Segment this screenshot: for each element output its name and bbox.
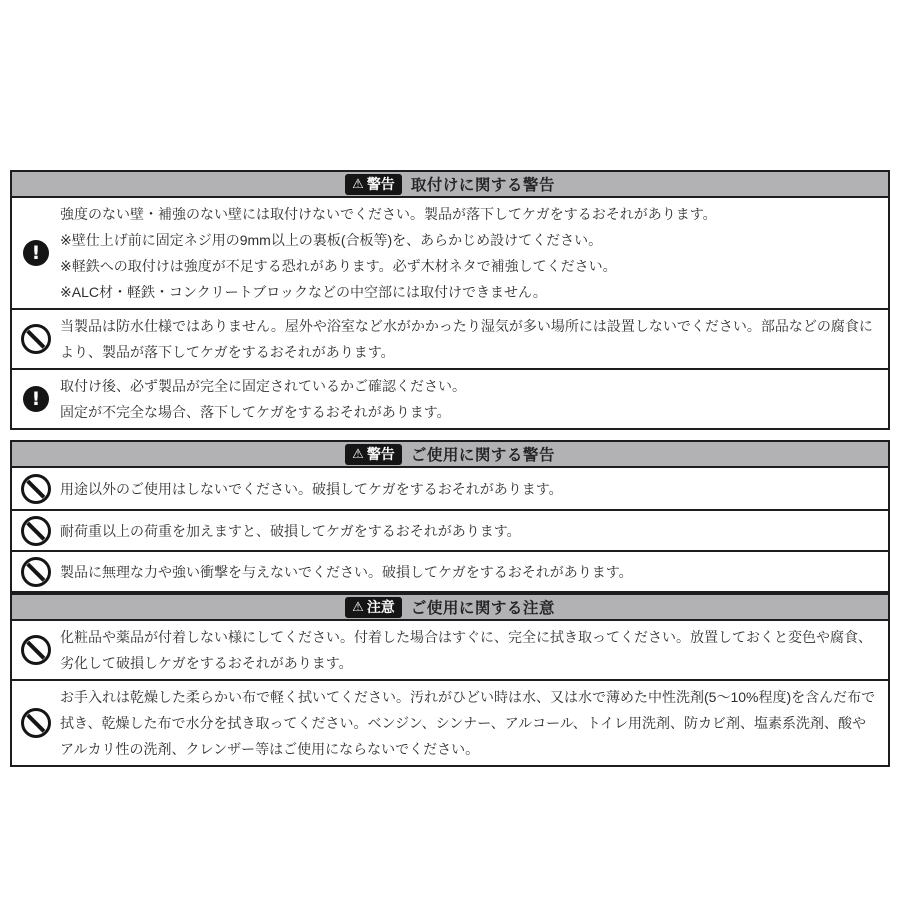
prohibition-icon <box>21 516 51 546</box>
warning-row <box>12 468 888 509</box>
caution-row <box>12 679 888 765</box>
caution-text <box>60 623 888 677</box>
section-title: ご使用に関する注意 <box>410 600 555 617</box>
icon-cell <box>12 474 60 504</box>
mandatory-icon: ! <box>23 240 49 266</box>
caution-line: お手入れは乾燥した柔らかい布で軽く拭いてください。汚れがひどい時は水、又は水で薄めた中性洗剤(5～10%程度)を含んだ布で拭き、乾燥した布で水分を拭き取ってください。ベンジン、シンナー、アルコール、トイレ用洗剤、防カビ剤、塩素系洗剤、酸やアルカリ性の洗剤、クレンザー等はご使用にならないでください。 <box>60 689 876 757</box>
badge-label: 警告 <box>366 446 395 462</box>
warning-document <box>10 170 890 767</box>
icon-cell <box>12 516 60 546</box>
warning-line: 取付け後、必ず製品が完全に固定されているかご確認ください。 <box>60 378 466 394</box>
icon-cell <box>12 708 60 738</box>
warning-line: 製品に無理な力や強い衝撃を与えないでください。破損してケガをするおそれがあります。 <box>60 563 633 580</box>
warning-badge <box>345 444 402 465</box>
section-title: ご使用に関する警告 <box>410 447 555 464</box>
caution-text <box>60 683 888 763</box>
warning-line: 当製品は防水仕様ではありません。屋外や浴室など水がかかったり湿気が多い場所には設置しないでください。部品などの腐食により、製品が落下してケガをするおそれがあります。 <box>60 318 873 360</box>
warning-table-usage <box>10 440 890 593</box>
warning-text <box>60 200 888 306</box>
warning-row <box>12 368 888 428</box>
icon-cell <box>12 240 60 266</box>
icon-cell <box>12 386 60 412</box>
caution-table-usage <box>10 593 890 767</box>
section-header <box>12 442 888 468</box>
warning-triangle-icon: ⚠ <box>352 598 364 614</box>
caution-badge <box>345 597 402 618</box>
warning-line: ※軽鉄への取付けは強度が不足する恐れがあります。必ず木材ネタで補強してください。 <box>60 258 617 274</box>
icon-cell <box>12 324 60 354</box>
warning-table-installation <box>10 170 890 430</box>
section-title: 取付けに関する警告 <box>410 177 555 194</box>
warning-line: 用途以外のご使用はしないでください。破損してケガをするおそれがあります。 <box>60 480 563 497</box>
icon-cell <box>12 557 60 587</box>
warning-line: ※ALC材・軽鉄・コンクリートブロックなどの中空部には取付けできません。 <box>60 284 547 300</box>
warning-text <box>60 475 888 503</box>
warning-line: 固定が不完全な場合、落下してケガをするおそれがあります。 <box>60 404 451 420</box>
warning-text <box>60 517 888 545</box>
warning-badge <box>345 174 402 195</box>
warning-line: 強度のない壁・補強のない壁には取付けないでください。製品が落下してケガをするおそれがあります。 <box>60 206 717 222</box>
prohibition-icon <box>21 474 51 504</box>
caution-line: 化粧品や薬品が付着しない様にしてください。付着した場合はすぐに、完全に拭き取ってください。放置しておくと変色や腐食、劣化して破損しケガをするおそれがあります。 <box>60 629 872 671</box>
prohibition-icon <box>21 324 51 354</box>
warning-row <box>12 509 888 550</box>
warning-line: 耐荷重以上の荷重を加えますと、破損してケガをするおそれがあります。 <box>60 522 521 539</box>
section-header <box>12 172 888 198</box>
mandatory-icon: ! <box>23 386 49 412</box>
warning-triangle-icon: ⚠ <box>352 445 364 461</box>
warning-text <box>60 558 888 586</box>
prohibition-icon <box>21 557 51 587</box>
warning-text <box>60 372 888 426</box>
warning-text <box>60 312 888 366</box>
warning-triangle-icon: ⚠ <box>352 175 364 191</box>
prohibition-icon <box>21 708 51 738</box>
caution-row <box>12 621 888 679</box>
section-header <box>12 595 888 621</box>
badge-label: 注意 <box>366 599 395 615</box>
prohibition-icon <box>21 635 51 665</box>
warning-row <box>12 308 888 368</box>
icon-cell <box>12 635 60 665</box>
badge-label: 警告 <box>366 176 395 192</box>
warning-row <box>12 198 888 308</box>
warning-line: ※壁仕上げ前に固定ネジ用の9mm以上の裏板(合板等)を、あらかじめ設けてください。 <box>60 232 603 248</box>
warning-row <box>12 550 888 591</box>
